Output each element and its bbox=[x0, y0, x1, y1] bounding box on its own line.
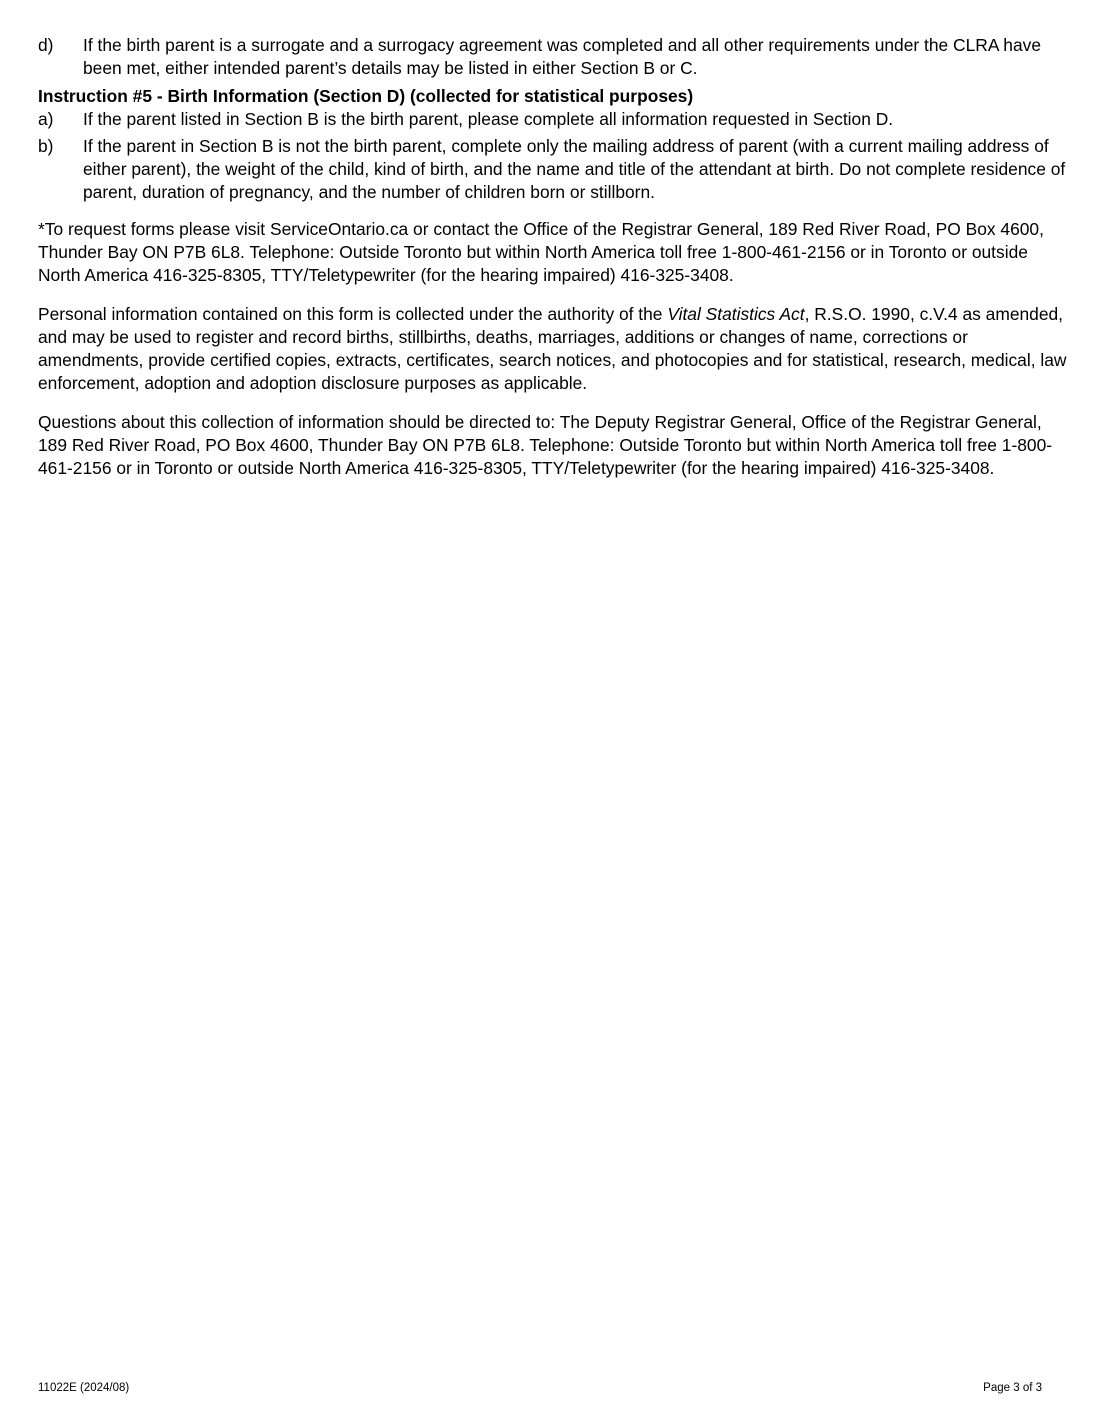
list-marker: a) bbox=[38, 109, 54, 129]
list-item-text: If the parent in Section B is not the birth parent, complete only the mailing address of parent (with a current mailing address of either parent), the weight of the child, kind of birth, and the name and title of the attendant at birth. Do not complete residence of parent, duration of pregnancy, and the number of children born or stillborn. bbox=[83, 136, 1066, 202]
document-page bbox=[38, 34, 1068, 480]
privacy-text-start: Personal information contained on this form is collected under the authority of the bbox=[38, 304, 668, 324]
list-marker: d) bbox=[38, 35, 54, 55]
page-number: Page 3 of 3 bbox=[983, 1382, 1042, 1394]
privacy-notice bbox=[38, 303, 1068, 395]
list-marker: b) bbox=[38, 136, 54, 156]
instruction-5-item-b bbox=[38, 135, 1068, 204]
privacy-text-end: , R.S.O. 1990, c.V.4 as amended, and may be used to register and record births, stillbirths, deaths, marriages, additions or changes of name, corrections or amendments, provide certified copies, extracts, certificates, search notices, and photocopies and for statistical, research, medical, law enforcement, adoption and adoption disclosure purposes as applicable. bbox=[38, 304, 1067, 393]
instruction-5-heading: Instruction #5 - Birth Information (Section D) (collected for statistical purposes) bbox=[38, 86, 694, 106]
instruction-item-d bbox=[38, 34, 1068, 80]
list-item-text: If the parent listed in Section B is the birth parent, please complete all information requested in Section D. bbox=[83, 109, 894, 129]
questions-contact: Questions about this collection of information should be directed to: The Deputy Registrar General, Office of the Registrar General, 189 Red River Road, PO Box 4600, Thunder Bay ON P7B 6L8. Telephone: Outside Toronto but within North America toll free 1-800-461-2156 or in Toronto or outside North America 416-325-8305, TTY/Teletypewriter (for the hearing impaired) 416-325-3408. bbox=[38, 412, 1053, 478]
list-item-text: If the birth parent is a surrogate and a surrogacy agreement was completed and all other requirements under the CLRA have been met, either intended parent’s details may be listed in either Section B or C. bbox=[83, 35, 1041, 78]
form-number: 11022E (2024/08) bbox=[38, 1382, 130, 1394]
forms-request-note: *To request forms please visit ServiceOntario.ca or contact the Office of the Registrar General, 189 Red River Road, PO Box 4600, Thunder Bay ON P7B 6L8. Telephone: Outside Toronto but within North America toll free 1-800-461-2156 or in Toronto or outside North America 416-325-8305, TTY/Teletypewriter (for the hearing impaired) 416-325-3408. bbox=[38, 219, 1044, 285]
act-name: Vital Statistics Act bbox=[667, 304, 805, 324]
instruction-5-item-a bbox=[38, 108, 1068, 131]
